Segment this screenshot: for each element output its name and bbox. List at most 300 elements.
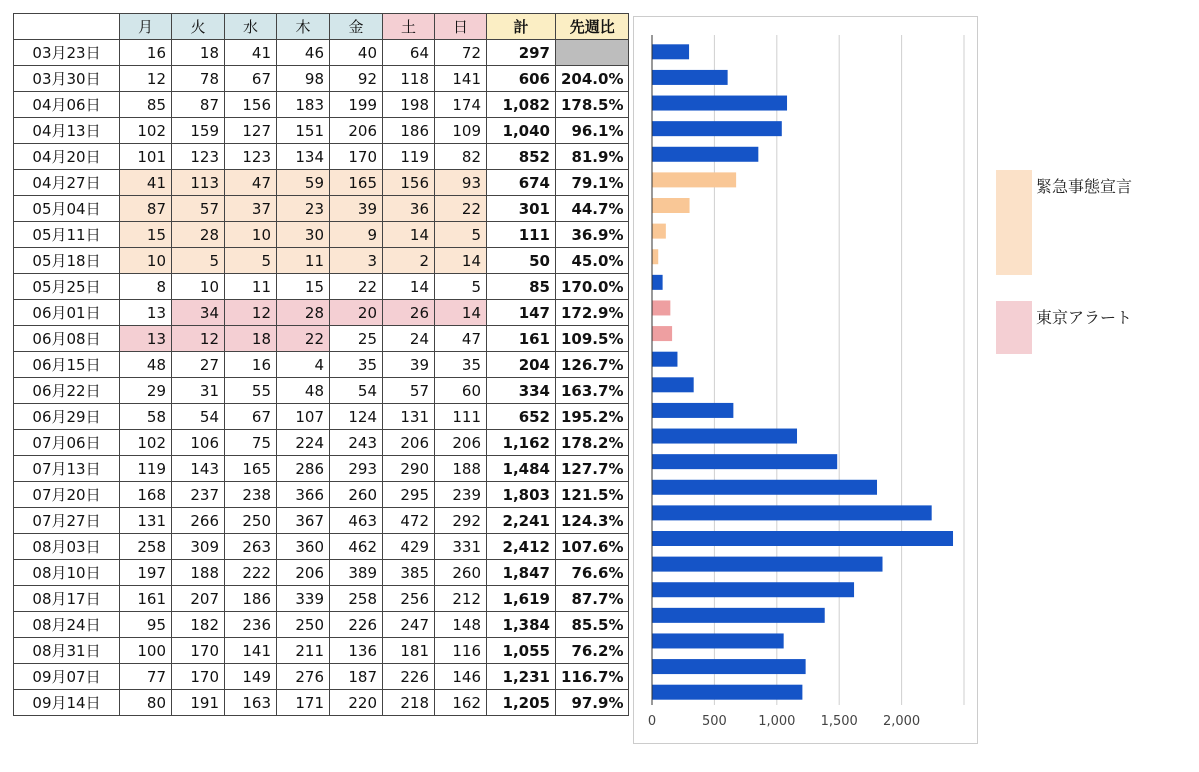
daily-count-cell: 247 [383,612,435,638]
daily-count-cell: 188 [172,560,225,586]
week-over-week-cell: 85.5% [556,612,629,638]
daily-count-cell: 292 [435,508,487,534]
daily-count-cell: 15 [277,274,330,300]
week-over-week-cell: 178.2% [556,430,629,456]
table-row [14,352,629,378]
daily-count-cell: 87 [172,92,225,118]
daily-count-cell: 57 [172,196,225,222]
daily-count-cell: 256 [383,586,435,612]
daily-count-cell: 462 [330,534,383,560]
daily-count-cell: 286 [277,456,330,482]
daily-count-cell: 18 [225,326,277,352]
week-date-cell: 07月13日 [14,456,120,482]
week-over-week-cell: 178.5% [556,92,629,118]
bar-04月27日 [652,172,736,187]
week-over-week-cell: 163.7% [556,378,629,404]
daily-count-cell: 162 [435,690,487,716]
table-row [14,196,629,222]
header-total: 計 [487,14,556,40]
daily-count-cell: 250 [277,612,330,638]
daily-count-cell: 18 [172,40,225,66]
daily-count-cell: 198 [383,92,435,118]
daily-count-cell: 100 [120,638,172,664]
daily-count-cell: 339 [277,586,330,612]
week-over-week-cell: 124.3% [556,508,629,534]
weekly-total-cell: 674 [487,170,556,196]
daily-count-cell: 239 [435,482,487,508]
daily-count-cell: 188 [435,456,487,482]
daily-count-cell: 141 [225,638,277,664]
week-over-week-cell: 116.7% [556,664,629,690]
week-date-cell: 08月03日 [14,534,120,560]
weekly-cases-table [13,13,629,716]
daily-count-cell: 72 [435,40,487,66]
week-over-week-cell: 109.5% [556,326,629,352]
daily-count-cell: 165 [330,170,383,196]
daily-count-cell: 389 [330,560,383,586]
daily-count-cell: 127 [225,118,277,144]
week-over-week-cell: 81.9% [556,144,629,170]
week-over-week-cell: 45.0% [556,248,629,274]
table-row [14,92,629,118]
weekly-total-cell: 334 [487,378,556,404]
daily-count-cell: 186 [383,118,435,144]
table-row [14,118,629,144]
weekly-total-cell: 161 [487,326,556,352]
daily-count-cell: 102 [120,430,172,456]
daily-count-cell: 116 [435,638,487,664]
weekly-total-cell: 852 [487,144,556,170]
daily-count-cell: 80 [120,690,172,716]
daily-count-cell: 170 [330,144,383,170]
week-over-week-cell: 172.9% [556,300,629,326]
week-over-week-cell: 76.6% [556,560,629,586]
daily-count-cell: 13 [120,326,172,352]
weekly-total-cell: 1,040 [487,118,556,144]
weekly-total-cell: 652 [487,404,556,430]
table-header-row [14,14,629,40]
week-over-week-cell: 204.0% [556,66,629,92]
daily-count-cell: 197 [120,560,172,586]
daily-count-cell: 165 [225,456,277,482]
daily-count-cell: 118 [383,66,435,92]
daily-count-cell: 149 [225,664,277,690]
daily-count-cell: 8 [120,274,172,300]
week-over-week-cell: 170.0% [556,274,629,300]
daily-count-cell: 54 [330,378,383,404]
week-date-cell: 07月27日 [14,508,120,534]
daily-count-cell: 35 [330,352,383,378]
daily-count-cell: 295 [383,482,435,508]
week-date-cell: 04月20日 [14,144,120,170]
weekly-total-cell: 1,205 [487,690,556,716]
daily-count-cell: 46 [277,40,330,66]
daily-count-cell: 36 [383,196,435,222]
daily-count-cell: 98 [277,66,330,92]
daily-count-cell: 37 [225,196,277,222]
daily-count-cell: 174 [435,92,487,118]
daily-count-cell: 156 [383,170,435,196]
daily-count-cell: 206 [277,560,330,586]
week-date-cell: 07月20日 [14,482,120,508]
header-sat: 土 [383,14,435,40]
daily-count-cell: 9 [330,222,383,248]
weekly-total-cell: 111 [487,222,556,248]
daily-count-cell: 64 [383,40,435,66]
week-date-cell: 08月17日 [14,586,120,612]
week-over-week-cell: 127.7% [556,456,629,482]
daily-count-cell: 143 [172,456,225,482]
daily-count-cell: 93 [435,170,487,196]
week-over-week-cell: 107.6% [556,534,629,560]
daily-count-cell: 276 [277,664,330,690]
bar-07月27日 [652,505,932,520]
daily-count-cell: 170 [172,664,225,690]
table-row [14,274,629,300]
daily-count-cell: 22 [330,274,383,300]
daily-count-cell: 156 [225,92,277,118]
daily-count-cell: 31 [172,378,225,404]
daily-count-cell: 183 [277,92,330,118]
daily-count-cell: 260 [435,560,487,586]
daily-count-cell: 5 [225,248,277,274]
daily-count-cell: 146 [435,664,487,690]
weekly-total-cell: 85 [487,274,556,300]
table-row [14,40,629,66]
table-row [14,430,629,456]
daily-count-cell: 187 [330,664,383,690]
bar-08月17日 [652,582,854,597]
table-row [14,612,629,638]
week-date-cell: 06月22日 [14,378,120,404]
weekly-total-cell: 1,619 [487,586,556,612]
table-row [14,66,629,92]
daily-count-cell: 206 [330,118,383,144]
week-date-cell: 05月11日 [14,222,120,248]
bar-06月08日 [652,326,672,341]
daily-count-cell: 92 [330,66,383,92]
daily-count-cell: 366 [277,482,330,508]
week-over-week-cell: 44.7% [556,196,629,222]
week-date-cell: 06月15日 [14,352,120,378]
bar-05月25日 [652,275,663,290]
daily-count-cell: 13 [120,300,172,326]
bar-08月03日 [652,531,953,546]
daily-count-cell: 54 [172,404,225,430]
daily-count-cell: 5 [435,274,487,300]
table-row [14,378,629,404]
week-over-week-cell: 96.1% [556,118,629,144]
table-row [14,664,629,690]
week-date-cell: 09月14日 [14,690,120,716]
x-tick-label: 0 [647,714,657,729]
daily-count-cell: 124 [330,404,383,430]
daily-count-cell: 463 [330,508,383,534]
table-row [14,482,629,508]
daily-count-cell: 182 [172,612,225,638]
week-date-cell: 04月27日 [14,170,120,196]
bar-08月10日 [652,557,883,572]
x-tick-label: 1,500 [820,714,858,729]
daily-count-cell: 28 [277,300,330,326]
daily-count-cell: 222 [225,560,277,586]
daily-count-cell: 134 [277,144,330,170]
daily-count-cell: 220 [330,690,383,716]
daily-count-cell: 22 [435,196,487,222]
weekly-total-cell: 1,231 [487,664,556,690]
weekly-total-cell: 1,803 [487,482,556,508]
legend-label-alert: 東京アラート [1036,308,1133,327]
bar-05月11日 [652,224,666,239]
weekly-total-cell: 297 [487,40,556,66]
daily-count-cell: 2 [383,248,435,274]
daily-count-cell: 207 [172,586,225,612]
week-date-cell: 08月24日 [14,612,120,638]
daily-count-cell: 59 [277,170,330,196]
bar-04月20日 [652,147,758,162]
daily-count-cell: 211 [277,638,330,664]
bar-06月01日 [652,300,670,315]
daily-count-cell: 151 [277,118,330,144]
weekly-total-cell: 1,082 [487,92,556,118]
daily-count-cell: 78 [172,66,225,92]
daily-count-cell: 163 [225,690,277,716]
daily-count-cell: 136 [330,638,383,664]
daily-count-cell: 263 [225,534,277,560]
week-over-week-cell: 36.9% [556,222,629,248]
daily-count-cell: 123 [172,144,225,170]
week-over-week-cell: 126.7% [556,352,629,378]
daily-count-cell: 161 [120,586,172,612]
bar-06月22日 [652,377,694,392]
weekly-total-cell: 1,484 [487,456,556,482]
bar-05月04日 [652,198,690,213]
daily-count-cell: 4 [277,352,330,378]
header-tue: 火 [172,14,225,40]
daily-count-cell: 109 [435,118,487,144]
week-date-cell: 06月01日 [14,300,120,326]
daily-count-cell: 258 [330,586,383,612]
header-mon: 月 [120,14,172,40]
bar-03月30日 [652,70,728,85]
daily-count-cell: 119 [383,144,435,170]
bar-05月18日 [652,249,658,264]
table-row [14,170,629,196]
daily-count-cell: 95 [120,612,172,638]
week-over-week-cell: 76.2% [556,638,629,664]
weekly-total-cell: 2,412 [487,534,556,560]
daily-count-cell: 429 [383,534,435,560]
daily-count-cell: 28 [172,222,225,248]
daily-count-cell: 131 [383,404,435,430]
bar-09月07日 [652,659,806,674]
daily-count-cell: 186 [225,586,277,612]
weekly-total-cell: 606 [487,66,556,92]
daily-count-cell: 236 [225,612,277,638]
daily-count-cell: 10 [120,248,172,274]
weekly-total-cell: 1,384 [487,612,556,638]
daily-count-cell: 23 [277,196,330,222]
table-body [14,40,629,716]
x-tick-label: 2,000 [882,714,921,729]
daily-count-cell: 67 [225,404,277,430]
daily-count-cell: 5 [172,248,225,274]
daily-count-cell: 11 [225,274,277,300]
week-date-cell: 05月04日 [14,196,120,222]
daily-count-cell: 25 [330,326,383,352]
daily-count-cell: 15 [120,222,172,248]
daily-count-cell: 14 [435,248,487,274]
weekly-total-cell: 1,162 [487,430,556,456]
week-date-cell: 03月30日 [14,66,120,92]
daily-count-cell: 224 [277,430,330,456]
daily-count-cell: 113 [172,170,225,196]
daily-count-cell: 14 [435,300,487,326]
bar-03月23日 [652,44,689,59]
daily-count-cell: 67 [225,66,277,92]
header-wed: 水 [225,14,277,40]
daily-count-cell: 14 [383,222,435,248]
bar-07月20日 [652,480,877,495]
daily-count-cell: 27 [172,352,225,378]
daily-count-cell: 258 [120,534,172,560]
daily-count-cell: 243 [330,430,383,456]
week-date-cell: 05月25日 [14,274,120,300]
daily-count-cell: 57 [383,378,435,404]
week-date-cell: 05月18日 [14,248,120,274]
week-over-week-cell: 97.9% [556,690,629,716]
daily-count-cell: 85 [120,92,172,118]
week-over-week-cell: 195.2% [556,404,629,430]
daily-count-cell: 181 [383,638,435,664]
daily-count-cell: 34 [172,300,225,326]
daily-count-cell: 47 [435,326,487,352]
header-ratio: 先週比 [556,14,629,40]
daily-count-cell: 41 [225,40,277,66]
bar-08月31日 [652,633,784,648]
weekly-total-cell: 204 [487,352,556,378]
daily-count-cell: 26 [383,300,435,326]
bar-06月15日 [652,352,677,367]
daily-count-cell: 29 [120,378,172,404]
legend-label-emergency: 緊急事態宣言 [1036,177,1133,196]
week-over-week-cell: 87.7% [556,586,629,612]
table-row [14,248,629,274]
daily-count-cell: 171 [277,690,330,716]
daily-count-cell: 30 [277,222,330,248]
week-over-week-cell [556,40,629,66]
daily-count-cell: 102 [120,118,172,144]
daily-count-cell: 360 [277,534,330,560]
daily-count-cell: 60 [435,378,487,404]
daily-count-cell: 12 [225,300,277,326]
daily-count-cell: 40 [330,40,383,66]
daily-count-cell: 48 [277,378,330,404]
daily-count-cell: 141 [435,66,487,92]
daily-count-cell: 237 [172,482,225,508]
daily-count-cell: 226 [330,612,383,638]
daily-count-cell: 199 [330,92,383,118]
daily-count-cell: 309 [172,534,225,560]
table-row [14,560,629,586]
header-sun: 日 [435,14,487,40]
daily-count-cell: 385 [383,560,435,586]
weekly-total-cell: 50 [487,248,556,274]
daily-count-cell: 58 [120,404,172,430]
daily-count-cell: 191 [172,690,225,716]
week-date-cell: 06月08日 [14,326,120,352]
legend-swatch-alert [996,301,1032,354]
table-row [14,456,629,482]
daily-count-cell: 159 [172,118,225,144]
week-date-cell: 07月06日 [14,430,120,456]
legend-swatch-emergency [996,170,1032,275]
daily-count-cell: 22 [277,326,330,352]
weekly-bar-chart [633,16,978,744]
weekly-total-cell: 1,055 [487,638,556,664]
daily-count-cell: 111 [435,404,487,430]
daily-count-cell: 101 [120,144,172,170]
daily-count-cell: 238 [225,482,277,508]
table-row [14,222,629,248]
table-row [14,586,629,612]
bar-06月29日 [652,403,733,418]
daily-count-cell: 11 [277,248,330,274]
daily-count-cell: 77 [120,664,172,690]
daily-count-cell: 131 [120,508,172,534]
daily-count-cell: 123 [225,144,277,170]
daily-count-cell: 47 [225,170,277,196]
week-over-week-cell: 121.5% [556,482,629,508]
daily-count-cell: 39 [383,352,435,378]
daily-count-cell: 148 [435,612,487,638]
daily-count-cell: 206 [383,430,435,456]
daily-count-cell: 168 [120,482,172,508]
week-date-cell: 08月10日 [14,560,120,586]
week-date-cell: 09月07日 [14,664,120,690]
daily-count-cell: 119 [120,456,172,482]
table-row [14,534,629,560]
table-row [14,300,629,326]
daily-count-cell: 16 [120,40,172,66]
bar-07月13日 [652,454,837,469]
bar-07月06日 [652,429,797,444]
week-date-cell: 03月23日 [14,40,120,66]
x-tick-label: 500 [701,714,727,729]
week-date-cell: 04月13日 [14,118,120,144]
daily-count-cell: 331 [435,534,487,560]
chart-svg [634,17,979,745]
daily-count-cell: 226 [383,664,435,690]
daily-count-cell: 55 [225,378,277,404]
daily-count-cell: 82 [435,144,487,170]
table-row [14,508,629,534]
table-row [14,690,629,716]
daily-count-cell: 87 [120,196,172,222]
daily-count-cell: 212 [435,586,487,612]
daily-count-cell: 250 [225,508,277,534]
daily-count-cell: 10 [172,274,225,300]
daily-count-cell: 16 [225,352,277,378]
header-corner [14,14,120,40]
bar-04月13日 [652,121,782,136]
daily-count-cell: 266 [172,508,225,534]
week-date-cell: 04月06日 [14,92,120,118]
daily-count-cell: 260 [330,482,383,508]
table-row [14,144,629,170]
daily-count-cell: 24 [383,326,435,352]
daily-count-cell: 20 [330,300,383,326]
